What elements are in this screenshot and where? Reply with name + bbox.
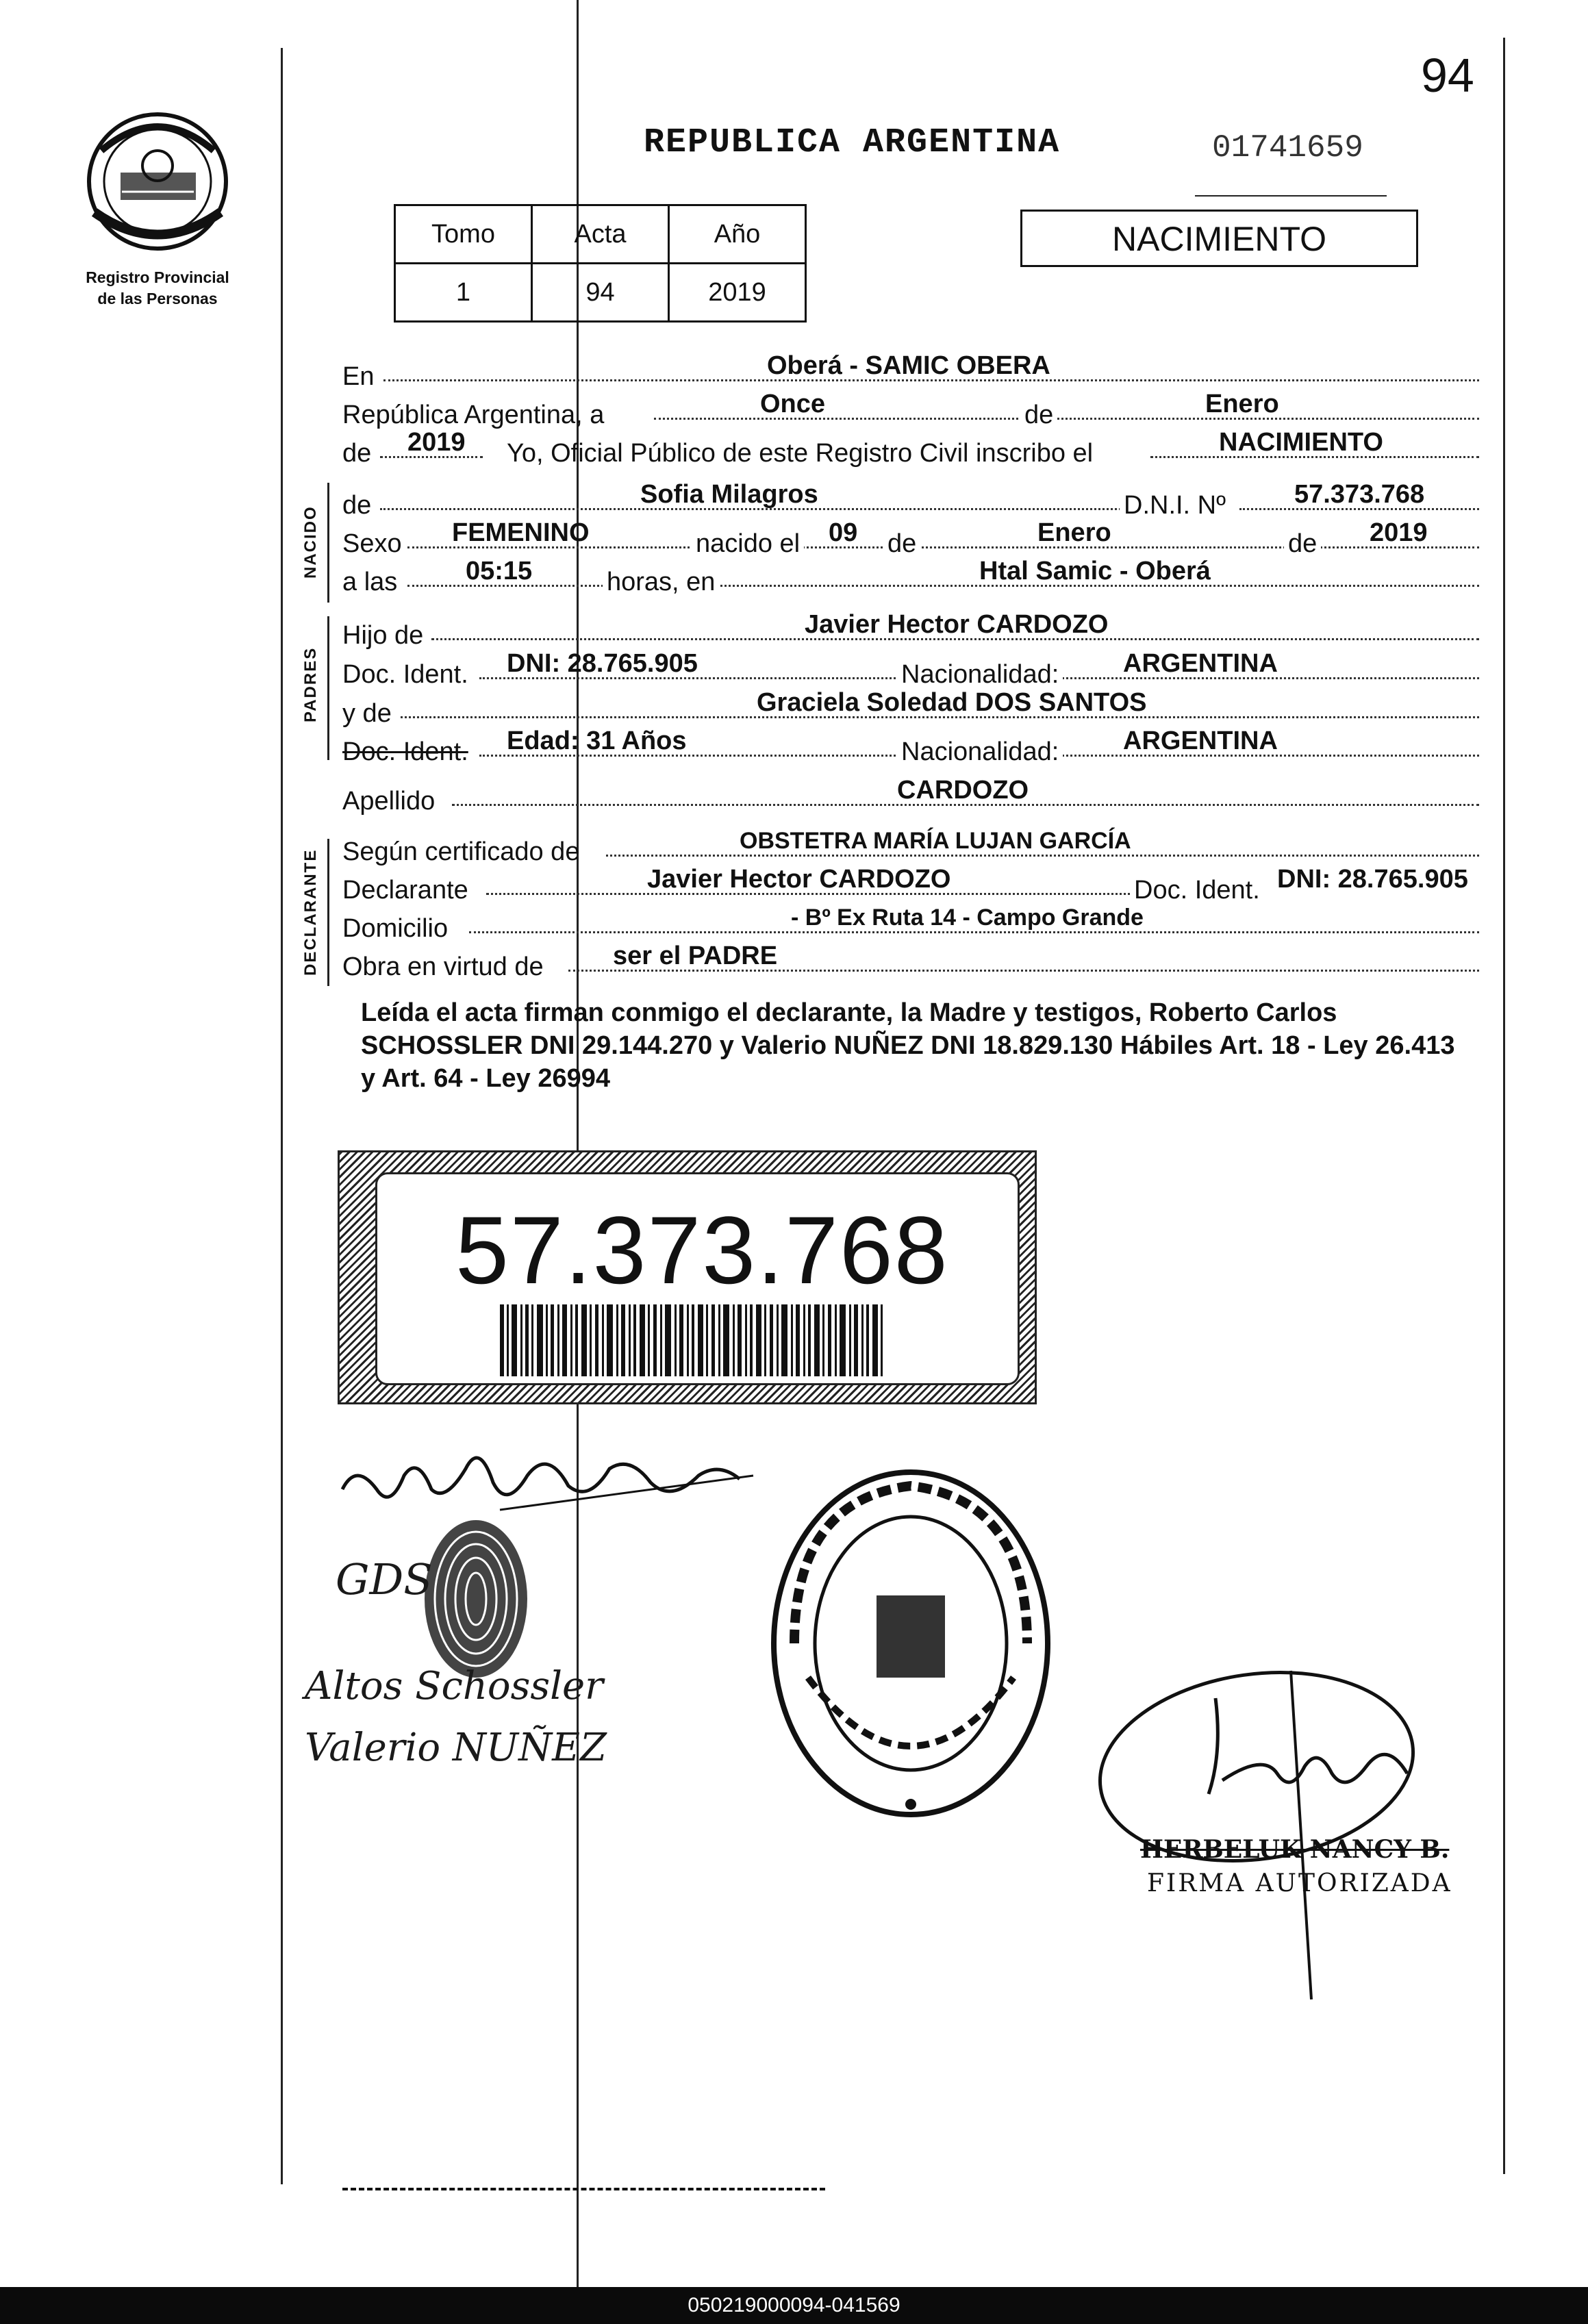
row-domicilio [342,905,1479,949]
padres-section-label: PADRES [301,646,320,722]
dni-label: D.N.I. Nº [1120,485,1230,526]
nacionalidad-label: Nacionalidad: [897,731,1063,772]
child-name-value: Sofia Milagros [640,480,818,509]
a-las-label: a las [342,568,398,596]
obra-value: ser el PADRE [613,942,778,970]
row-hora [342,557,1479,603]
birth-place-value: Htal Samic - Oberá [979,557,1211,585]
row-apellido [342,776,1479,822]
birth-day-value: 09 [829,518,858,547]
official-name: HERBELUK NANCY B. [1140,1835,1450,1864]
row-mother-doc [342,727,1479,772]
right-border [1503,38,1505,2174]
declarante-label: Declarante [342,876,468,905]
sexo-value: FEMENINO [452,518,590,547]
row-oficial [342,428,1479,474]
de-label: de [883,523,920,564]
registry-round-seal-icon [760,1458,1061,1828]
doc-ident-label: Doc. Ident. [342,660,468,689]
declarant-signature-icon [329,1428,760,1530]
tomo-value: 1 [395,264,532,322]
province-seal-icon [81,110,235,257]
place-value: Oberá - SAMIC OBERA [767,351,1050,380]
bottom-dash-line [342,2188,825,2190]
barcode-icon [500,1304,887,1376]
year-value: 2019 [407,428,466,457]
serial-number: 01741659 [1212,130,1363,166]
month-value: Enero [1205,390,1279,418]
declarante-value: Javier Hector CARDOZO [647,865,951,894]
mother-initials: GDS [336,1554,433,1604]
tomo-header: Tomo [395,205,532,264]
father-doc-value: DNI: 28.765.905 [507,649,698,678]
anio-header: Año [669,205,806,264]
mother-nationality-value: ARGENTINA [1123,727,1278,755]
birth-month-value: Enero [1037,518,1111,547]
inscribo-value: NACIMIENTO [1219,428,1383,457]
child-dni-value: 57.373.768 [1294,480,1425,509]
center-fold-line [577,0,579,2287]
act-type-box: NACIMIENTO [1020,210,1418,267]
registry-caption [72,267,243,310]
declarante-doc-value: DNI: 28.765.905 [1277,865,1468,894]
document-barcode-footer: 050219000094-041569 [0,2287,1588,2324]
de-label: de [342,439,372,468]
row-obra [342,942,1479,987]
father-nationality-value: ARGENTINA [1123,649,1278,678]
certificado-label: Según certificado de [342,837,580,866]
de-label: de [1284,523,1321,564]
nacido-bracket [327,483,329,603]
hijo-label: Hijo de [342,621,424,650]
doc-ident-struck-label: Doc. Ident. [342,737,468,766]
nacido-el-label: nacido el [692,523,804,564]
acta-value: 94 [532,264,669,322]
declarante-bracket [327,839,329,986]
left-border [281,48,283,2184]
firma-autorizada-label: FIRMA AUTORIZADA [1147,1869,1452,1897]
acta-header: Acta [532,205,669,264]
domicilio-label: Domicilio [342,914,449,943]
dots [407,585,1479,587]
witness1-signature: Altos Schossler [305,1664,603,1708]
republica-label: República Argentina, a [342,401,605,429]
witness2-signature: Valerio NUÑEZ [305,1726,607,1770]
de-label: de [342,491,372,520]
anio-value: 2019 [669,264,806,322]
apellido-label: Apellido [342,787,436,816]
row-en [342,351,1479,397]
closing-statement: Leída el acta firman conmigo el declarante, la Madre y testigos, Roberto Carlos SCHOSSLER DNI 29.144.270 y Valerio NUÑEZ DNI 18.829.130 Hábiles Art. 18 - Ley 26.413 y Art. 64 - Ley 26994 [361,998,1455,1093]
registry-caption-line2: de las Personas [97,290,218,307]
birth-time-value: 05:15 [466,557,533,585]
apellido-value: CARDOZO [897,776,1029,805]
en-label: En [342,362,375,391]
horas-label: horas, en [603,561,719,603]
nacionalidad-label: Nacionalidad: [897,654,1063,695]
obra-label: Obra en virtud de [342,952,544,981]
mother-name-value: Graciela Soledad DOS SANTOS [757,688,1147,717]
document-heading: REPUBLICA ARGENTINA [644,123,1061,162]
declarante-doc-label: Doc. Ident. [1130,870,1264,911]
dni-stamp-number: 57.373.768 [455,1196,949,1304]
padres-bracket [327,616,329,760]
oficial-text: Yo, Oficial Público de este Registro Civil inscribo el [507,439,1094,468]
mother-age-value: Edad: 31 Años [507,727,687,755]
page-number: 94 [1421,49,1474,102]
registry-caption-line1: Registro Provincial [86,268,229,286]
nacido-section-label: NACIDO [301,505,320,579]
certificado-value: OBSTETRA MARÍA LUJAN GARCÍA [740,828,1131,854]
y-de-label: y de [342,699,392,728]
fingerprint-icon [418,1513,534,1684]
birth-year-value: 2019 [1370,518,1428,547]
father-name-value: Javier Hector CARDOZO [805,610,1109,639]
register-table [394,204,807,323]
day-value: Once [760,390,826,418]
declarante-section-label: DECLARANTE [301,848,320,976]
domicilio-value: - Bº Ex Ruta 14 - Campo Grande [791,905,1144,931]
serial-underline [1195,195,1387,197]
sexo-label: Sexo [342,529,402,558]
de-label: de [1020,394,1057,435]
